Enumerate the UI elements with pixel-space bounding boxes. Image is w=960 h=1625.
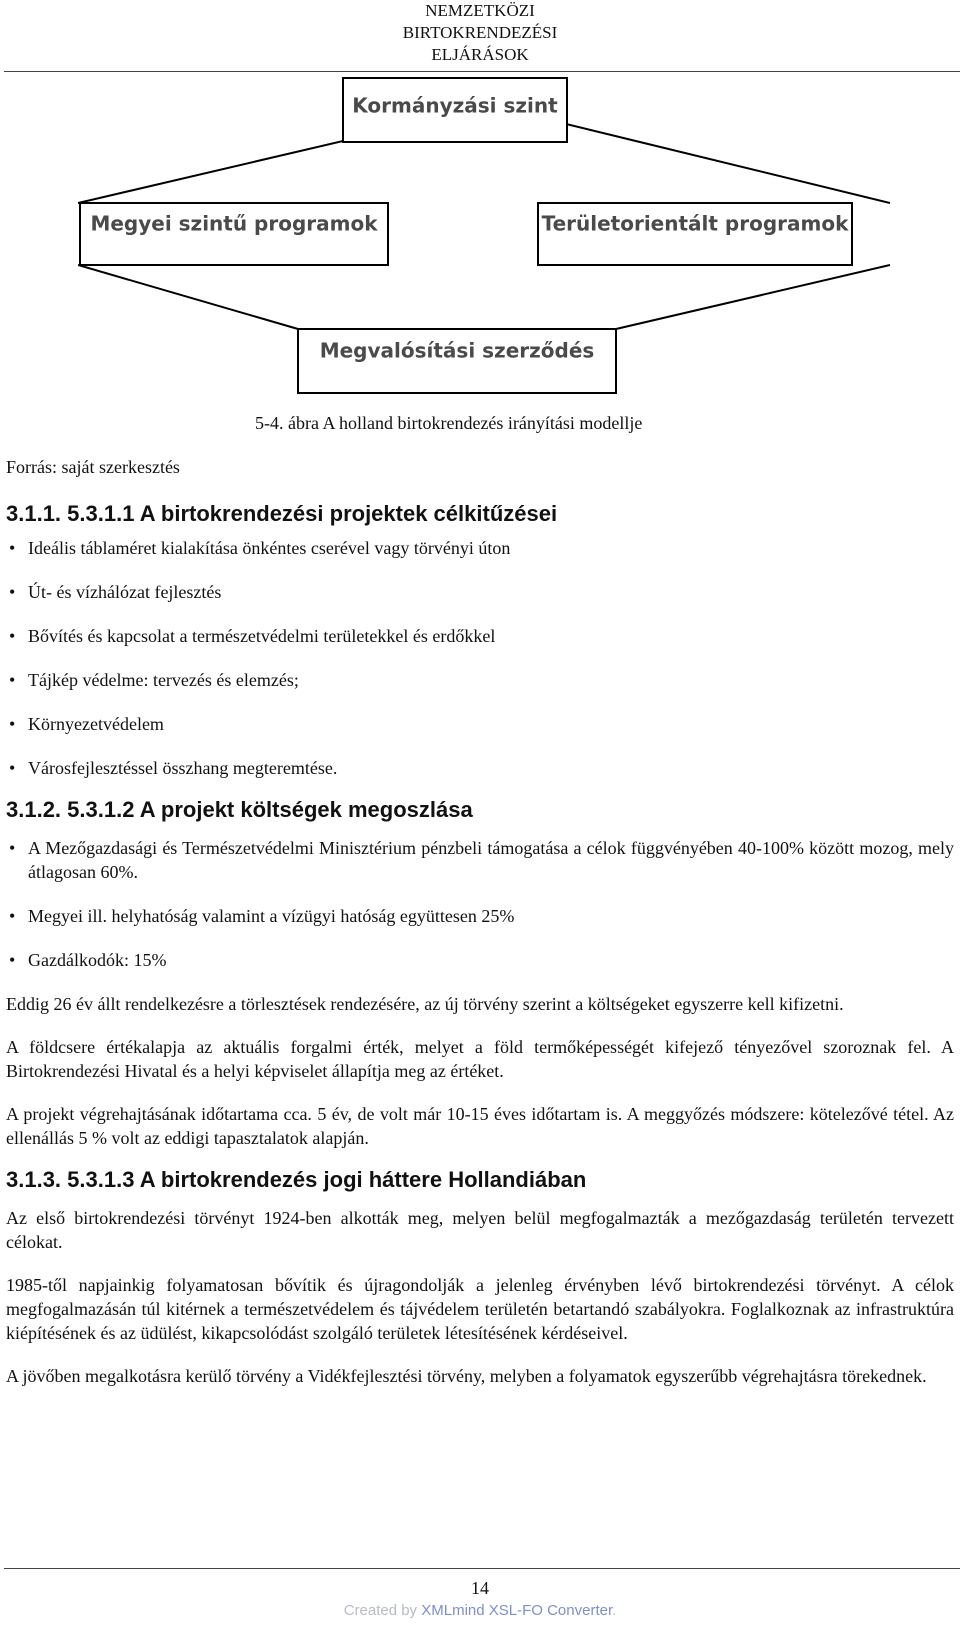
paragraph: A jövőben megalkotásra kerülő törvény a Vidékfejlesztési törvény, melyben a folyamatok egyszerűbb végrehajtásra törekednek. xyxy=(6,1366,927,1386)
section-heading: 3.1.2. 5.3.1.2 A projekt költségek megoszlása xyxy=(6,797,473,822)
page-number: 14 xyxy=(471,1578,489,1598)
figure-caption: 5-4. ábra A holland birtokrendezés irányítási modellje xyxy=(255,413,643,433)
paragraph: Az első birtokrendezési törvényt 1924-ben alkották meg, melyen belül megfogalmazták a mezőgazdaság területén tervezett célokat. xyxy=(6,1208,954,1252)
list-item: • Környezetvédelem xyxy=(6,712,954,736)
node-label-bottom: Megvalósítási szerződés xyxy=(319,338,595,363)
node-label-left: Megyei szintű programok xyxy=(90,211,378,236)
header-divider xyxy=(4,71,960,72)
list-item: • Megyei ill. helyhatóság valamint a vízügyi hatóság együttesen 25% xyxy=(6,904,954,928)
generator-suffix: . xyxy=(612,1602,617,1619)
footer-divider xyxy=(4,1568,960,1569)
header-line: NEMZETKÖZI xyxy=(425,1,535,20)
running-header xyxy=(0,0,960,66)
document-body xyxy=(6,500,954,1388)
node-label-right: Területorientált programok xyxy=(541,211,849,236)
paragraph: Eddig 26 év állt rendelkezésre a törlesztések rendezésére, az új törvény szerint a költségeket egyszerre kell kifizetni. xyxy=(6,994,844,1014)
header-line: BIRTOKRENDEZÉSI xyxy=(402,23,558,42)
list-item: • Tájkép védelme: tervezés és elemzés; xyxy=(6,668,954,692)
paragraph: A földcsere értékalapja az aktuális forgalmi érték, melyet a föld termőképességét kifejező tényezővel szoroznak fel. A Birtokrendezési Hivatal és a helyi képviselet állapítja meg az értéket. xyxy=(6,1037,954,1081)
connector-right-bottom xyxy=(616,265,890,329)
list-item: • Gazdálkodók: 15% xyxy=(6,948,954,972)
figure-source: Forrás: saját szerkesztés xyxy=(6,457,180,477)
connector-top-right xyxy=(562,123,890,203)
list-item: • Városfejlesztéssel összhang megteremtése. xyxy=(6,756,954,780)
generator-note xyxy=(0,1601,960,1621)
paragraph: A projekt végrehajtásának időtartama cca. 5 év, de volt már 10-15 éves időtartam is. A meggyőzés módszere: kötelezővé tétel. Az ellenállás 5 % volt az eddigi tapasztalatok alapján. xyxy=(6,1104,954,1148)
cost-list xyxy=(6,836,954,972)
objectives-list xyxy=(6,536,954,780)
section-heading: 3.1.1. 5.3.1.1 A birtokrendezési projektek célkitűzései xyxy=(6,501,558,526)
list-item: • Bővítés és kapcsolat a természetvédelmi területekkel és erdőkkel xyxy=(6,624,954,648)
list-item: • Ideális táblaméret kialakítása önkéntes cserével vagy törvényi úton xyxy=(6,536,954,560)
node-label-top: Kormányzási szint xyxy=(352,93,558,118)
connector-left-bottom xyxy=(78,265,298,329)
generator-product-link[interactable]: XMLmind XSL-FO Converter xyxy=(421,1602,613,1619)
list-item: • A Mezőgazdasági és Természetvédelmi Minisztérium pénzbeli támogatása a célok függvényében 40-100% között mozog, mely átlagosan 60%. xyxy=(6,836,954,884)
header-line: ELJÁRÁSOK xyxy=(431,45,529,64)
generator-prefix: Created by xyxy=(343,1602,422,1619)
governance-model-diagram xyxy=(78,76,890,406)
section-heading: 3.1.3. 5.3.1.3 A birtokrendezés jogi háttere Hollandiában xyxy=(6,1167,587,1192)
list-item: • Út- és vízhálózat fejlesztés xyxy=(6,580,954,604)
paragraph: 1985-től napjainkig folyamatosan bővítik és újragondolják a jelenleg érvényben lévő birtokrendezési törvényt. A célok megfogalmazásán túl kitérnek a természetvédelem és tájvédelem területén betartandó szabályokra. Foglalkoznak az infrastruktúra kiépítésének és az üdülést, kikapcsolódást szolgáló területek létesítésének kérdéseivel. xyxy=(6,1275,954,1343)
